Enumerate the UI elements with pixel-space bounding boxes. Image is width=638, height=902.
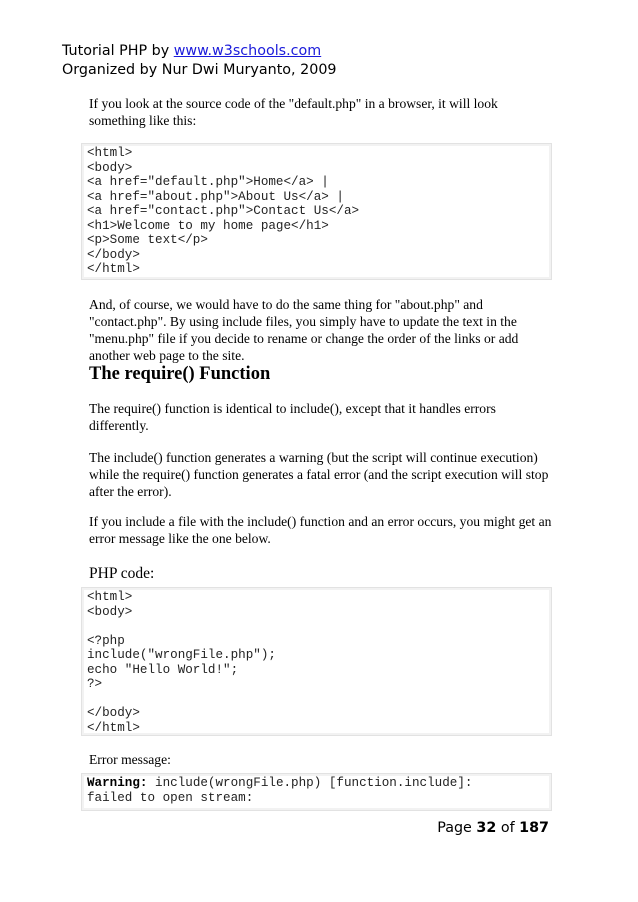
total-page-number: 187 (519, 820, 549, 836)
code-line: <a href="default.php">Home</a> | (87, 175, 329, 189)
header-line-2: Organized by Nur Dwi Muryanto, 2009 (62, 62, 337, 78)
code-line (87, 619, 551, 634)
section-heading: The require() Function (89, 364, 271, 384)
of-word: of (496, 820, 520, 836)
code-line: </body> (87, 706, 140, 720)
page-footer (437, 820, 549, 836)
w3schools-link[interactable]: www.w3schools.com (173, 43, 322, 59)
code-block-php (81, 587, 552, 736)
error-line-1-rest: include(wrongFile.php) [function.include]: (147, 776, 473, 790)
code-line: <body> (87, 604, 133, 619)
code-line: include("wrongFile.php"); (87, 648, 276, 662)
current-page-number: 32 (476, 820, 497, 836)
code-line (87, 692, 551, 707)
code-line: echo "Hello World!"; (87, 662, 239, 677)
code-line: <?php (87, 633, 125, 648)
code-line: <a href="about.php">About Us</a> | (87, 189, 344, 204)
paragraph-require-identical: The require() function is identical to include(), except that it handles errors differently. (89, 401, 496, 433)
paragraph-include-benefit: And, of course, we would have to do the same thing for "about.php" and "contact.php". By using include files, you simply have to update the text in the "menu.php" file if you decide to rename or change the order of the links or add another web page to the site. (89, 297, 519, 363)
php-code-label: PHP code: (89, 565, 155, 582)
code-line: <html> (87, 590, 133, 604)
warning-word: Warning: (87, 776, 148, 790)
code-line: ?> (87, 677, 103, 691)
paragraph-warning-vs-fatal: The include() function generates a warning (but the script will continue execution) while the require() function generates a fatal error (and the script execution will stop after the error). (89, 450, 549, 499)
paragraph-error-example: If you include a file with the include() function and an error occurs, you might get an error message like the one below. (89, 514, 552, 546)
code-block-menu-html (81, 143, 552, 280)
error-message-box (81, 773, 552, 811)
page-header (62, 42, 337, 80)
code-line: </html> (87, 262, 140, 276)
error-message-label: Error message: (89, 752, 171, 767)
code-line: <body> (87, 160, 133, 175)
page-word: Page (437, 820, 477, 836)
code-line: <h1>Welcome to my home page</h1> (87, 218, 329, 233)
intro-paragraph: If you look at the source code of the "default.php" in a browser, it will look something like this: (89, 96, 498, 128)
error-line-2: failed to open stream: (87, 790, 254, 805)
header-line-1 (62, 42, 337, 61)
code-line: <html> (87, 146, 133, 160)
header-prefix: Tutorial PHP by (62, 43, 174, 59)
code-line: </html> (87, 720, 140, 735)
code-line: </body> (87, 247, 140, 262)
code-line: <p>Some text</p> (87, 233, 208, 247)
code-line: <a href="contact.php">Contact Us</a> (87, 204, 360, 218)
